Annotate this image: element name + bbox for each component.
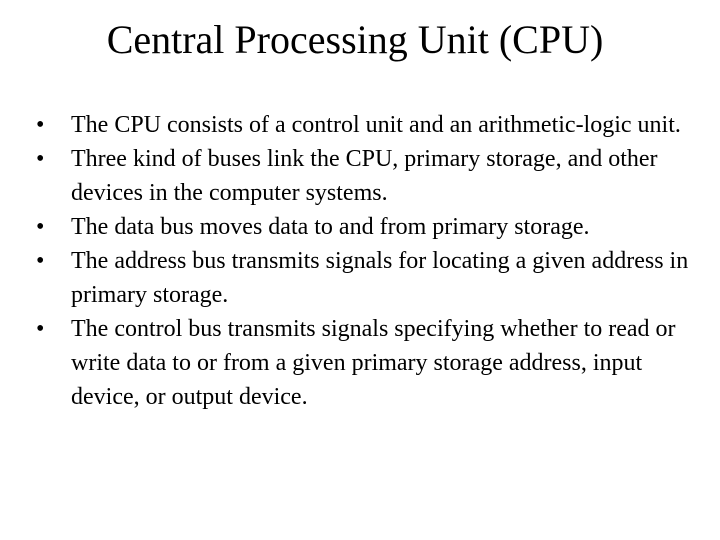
bullet-text: The address bus transmits signals for locating a given address in primary storage. [71,248,689,308]
bullet-item-3 [36,210,696,244]
bullet-list [36,108,696,414]
bullet-icon: • [36,146,45,172]
bullet-icon: • [36,214,45,240]
bullet-item-5 [36,312,696,414]
bullet-item-4 [36,244,696,312]
bullet-icon: • [36,112,45,138]
bullet-icon: • [36,316,45,342]
bullet-text: The CPU consists of a control unit and an arithmetic-logic unit. [71,112,681,138]
bullet-text: The control bus transmits signals specifying whether to read or write data to or from a given primary storage address, input device, or output device. [71,316,676,410]
bullet-item-2 [36,142,696,210]
bullet-icon: • [36,248,45,274]
slide-title: Central Processing Unit (CPU) [106,17,604,62]
bullet-text: The data bus moves data to and from primary storage. [71,214,590,240]
bullet-item-1 [36,108,696,142]
bullet-text: Three kind of buses link the CPU, primary storage, and other devices in the computer systems. [71,146,658,206]
